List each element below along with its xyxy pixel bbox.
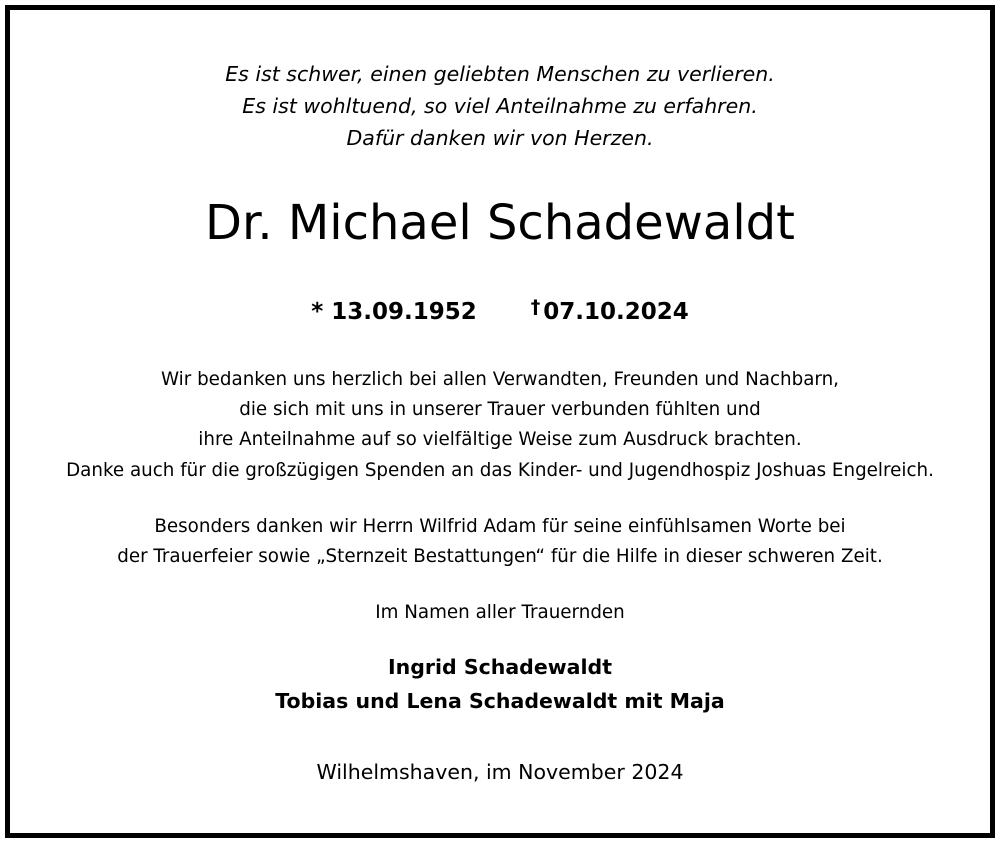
thanks-line-4: Danke auch für die großzügigen Spenden an das Kinder- und Jugendhospiz Joshuas Engelreich.	[66, 460, 934, 481]
quote-line-1: Es ist schwer, einen geliebten Menschen zu verlieren.	[225, 62, 775, 86]
signer-1: Ingrid Schadewaldt	[387, 655, 613, 679]
thanks-line-6: der Trauerfeier sowie „Sternzeit Bestattungen“ für die Hilfe in dieser schweren Zeit.	[117, 546, 883, 567]
life-dates	[10, 290, 990, 329]
death-date: 07.10.2024	[543, 299, 689, 325]
quote-line-3: Dafür danken wir von Herzen.	[346, 126, 654, 150]
deceased-name: Dr. Michael Schadewaldt	[205, 195, 795, 251]
birth-symbol: *	[311, 299, 324, 325]
birth-date: 13.09.1952	[331, 299, 477, 325]
thanks-line-2: die sich mit uns in unserer Trauer verbunden fühlten und	[239, 399, 761, 420]
quote-line-2: Es ist wohltuend, so viel Anteilnahme zu erfahren.	[242, 94, 758, 118]
obituary-frame	[5, 5, 995, 838]
thanks-line-3: ihre Anteilnahme auf so vielfältige Weise zum Ausdruck brachten.	[198, 429, 802, 450]
place-date: Wilhelmshaven, im November 2024	[316, 760, 684, 784]
closing-intro: Im Namen aller Trauernden	[375, 602, 625, 623]
cross-icon: †	[530, 296, 541, 318]
thanks-line-1: Wir bedanken uns herzlich bei allen Verwandten, Freunden und Nachbarn,	[160, 369, 839, 390]
thanks-line-5: Besonders danken wir Herrn Wilfrid Adam für seine einfühlsamen Worte bei	[154, 516, 846, 537]
signer-2: Tobias und Lena Schadewaldt mit Maja	[275, 689, 725, 713]
